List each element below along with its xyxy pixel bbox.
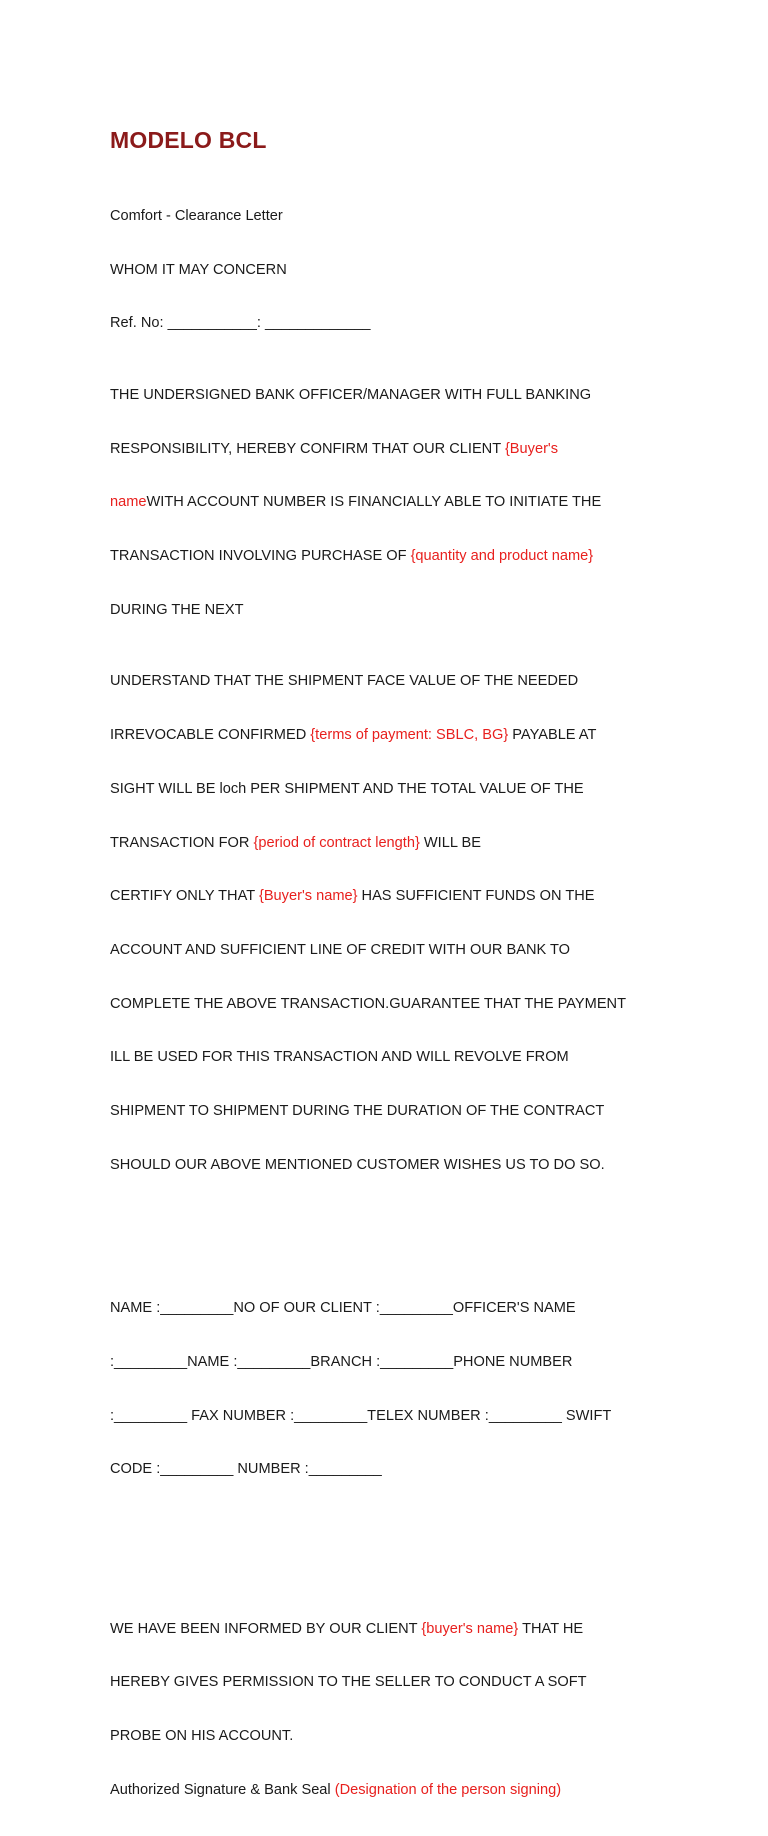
text-segment: IRREVOCABLE CONFIRMED xyxy=(110,727,311,744)
text-segment: TRANSACTION INVOLVING PURCHASE OF xyxy=(110,548,411,565)
paragraph-line: SIGHT WILL BE loch PER SHIPMENT AND THE TOTAL VALUE OF THE xyxy=(110,780,584,797)
paragraph-line xyxy=(110,494,662,512)
spacer xyxy=(110,1228,662,1246)
paragraph-line xyxy=(110,835,662,853)
text-segment: WILL BE xyxy=(419,834,481,851)
text-segment: THAT HE xyxy=(518,1620,584,1637)
page-title: MODELO BCL xyxy=(110,127,267,153)
text-segment: TRANSACTION FOR xyxy=(110,834,254,851)
form-fields-line: :_________NAME :_________BRANCH :_________PHONE NUMBER xyxy=(110,1353,573,1370)
paragraph-line xyxy=(110,727,662,745)
placeholder-buyer-name-cont: name xyxy=(110,494,147,511)
placeholder-buyer-name: {buyer's name} xyxy=(421,1620,519,1637)
reference-line: Ref. No: ___________: _____________ xyxy=(110,315,371,332)
paragraph-line: SHIPMENT TO SHIPMENT DURING THE DURATION OF THE CONTRACT xyxy=(110,1103,605,1120)
salutation: WHOM IT MAY CONCERN xyxy=(110,261,287,278)
text-segment: RESPONSIBILITY, HEREBY CONFIRM THAT OUR CLIENT xyxy=(110,440,505,457)
paragraph-line: DURING THE NEXT xyxy=(110,601,244,618)
text-segment: HAS SUFFICIENT FUNDS ON THE xyxy=(357,888,595,905)
placeholder-terms-of-payment: {terms of payment: SBLC, BG} xyxy=(310,727,509,744)
paragraph-line: COMPLETE THE ABOVE TRANSACTION.GUARANTEE THAT THE PAYMENT xyxy=(110,995,627,1012)
form-fields-line: CODE :_________ NUMBER :_________ xyxy=(110,1461,382,1478)
signature-label: Authorized Signature & Bank Seal xyxy=(110,1781,335,1798)
text-segment: WE HAVE BEEN INFORMED BY OUR CLIENT xyxy=(110,1620,422,1637)
paragraph-line: THE UNDERSIGNED BANK OFFICER/MANAGER WITH FULL BANKING xyxy=(110,386,592,403)
placeholder-contract-length: {period of contract length} xyxy=(253,834,420,851)
paragraph-line: SHOULD OUR ABOVE MENTIONED CUSTOMER WISHES US TO DO SO. xyxy=(110,1156,605,1173)
paragraph-line: PROBE ON HIS ACCOUNT. xyxy=(110,1728,294,1745)
paragraph-line: HEREBY GIVES PERMISSION TO THE SELLER TO CONDUCT A SOFT xyxy=(110,1674,587,1691)
form-fields-line: :_________ FAX NUMBER :_________TELEX NUMBER :_________ SWIFT xyxy=(110,1407,612,1424)
paragraph-line xyxy=(110,441,662,459)
signature-line xyxy=(110,1782,662,1800)
text-segment: PAYABLE AT xyxy=(508,727,597,744)
form-fields-line: NAME :_________NO OF OUR CLIENT :_________OFFICER'S NAME xyxy=(110,1300,576,1317)
subtitle: Comfort - Clearance Letter xyxy=(110,207,283,224)
placeholder-buyer-name: {Buyer's name} xyxy=(258,888,358,905)
placeholder-quantity-product: {quantity and product name} xyxy=(410,548,594,565)
paragraph-line: ACCOUNT AND SUFFICIENT LINE OF CREDIT WITH OUR BANK TO xyxy=(110,941,571,958)
letter-body xyxy=(110,172,662,1836)
paragraph-line: UNDERSTAND THAT THE SHIPMENT FACE VALUE OF THE NEEDED xyxy=(110,673,579,690)
placeholder-buyer-name: {Buyer's xyxy=(504,440,559,457)
text-segment: CERTIFY ONLY THAT xyxy=(110,888,259,905)
paragraph-line xyxy=(110,1621,662,1639)
paragraph-line xyxy=(110,548,662,566)
spacer xyxy=(110,1533,662,1567)
text-segment: WITH ACCOUNT NUMBER IS FINANCIALLY ABLE TO INITIATE THE xyxy=(146,494,602,511)
paragraph-line xyxy=(110,888,662,906)
paragraph-line: ILL BE USED FOR THIS TRANSACTION AND WILL REVOLVE FROM xyxy=(110,1049,569,1066)
placeholder-signer-designation: (Designation of the person signing) xyxy=(334,1781,562,1798)
